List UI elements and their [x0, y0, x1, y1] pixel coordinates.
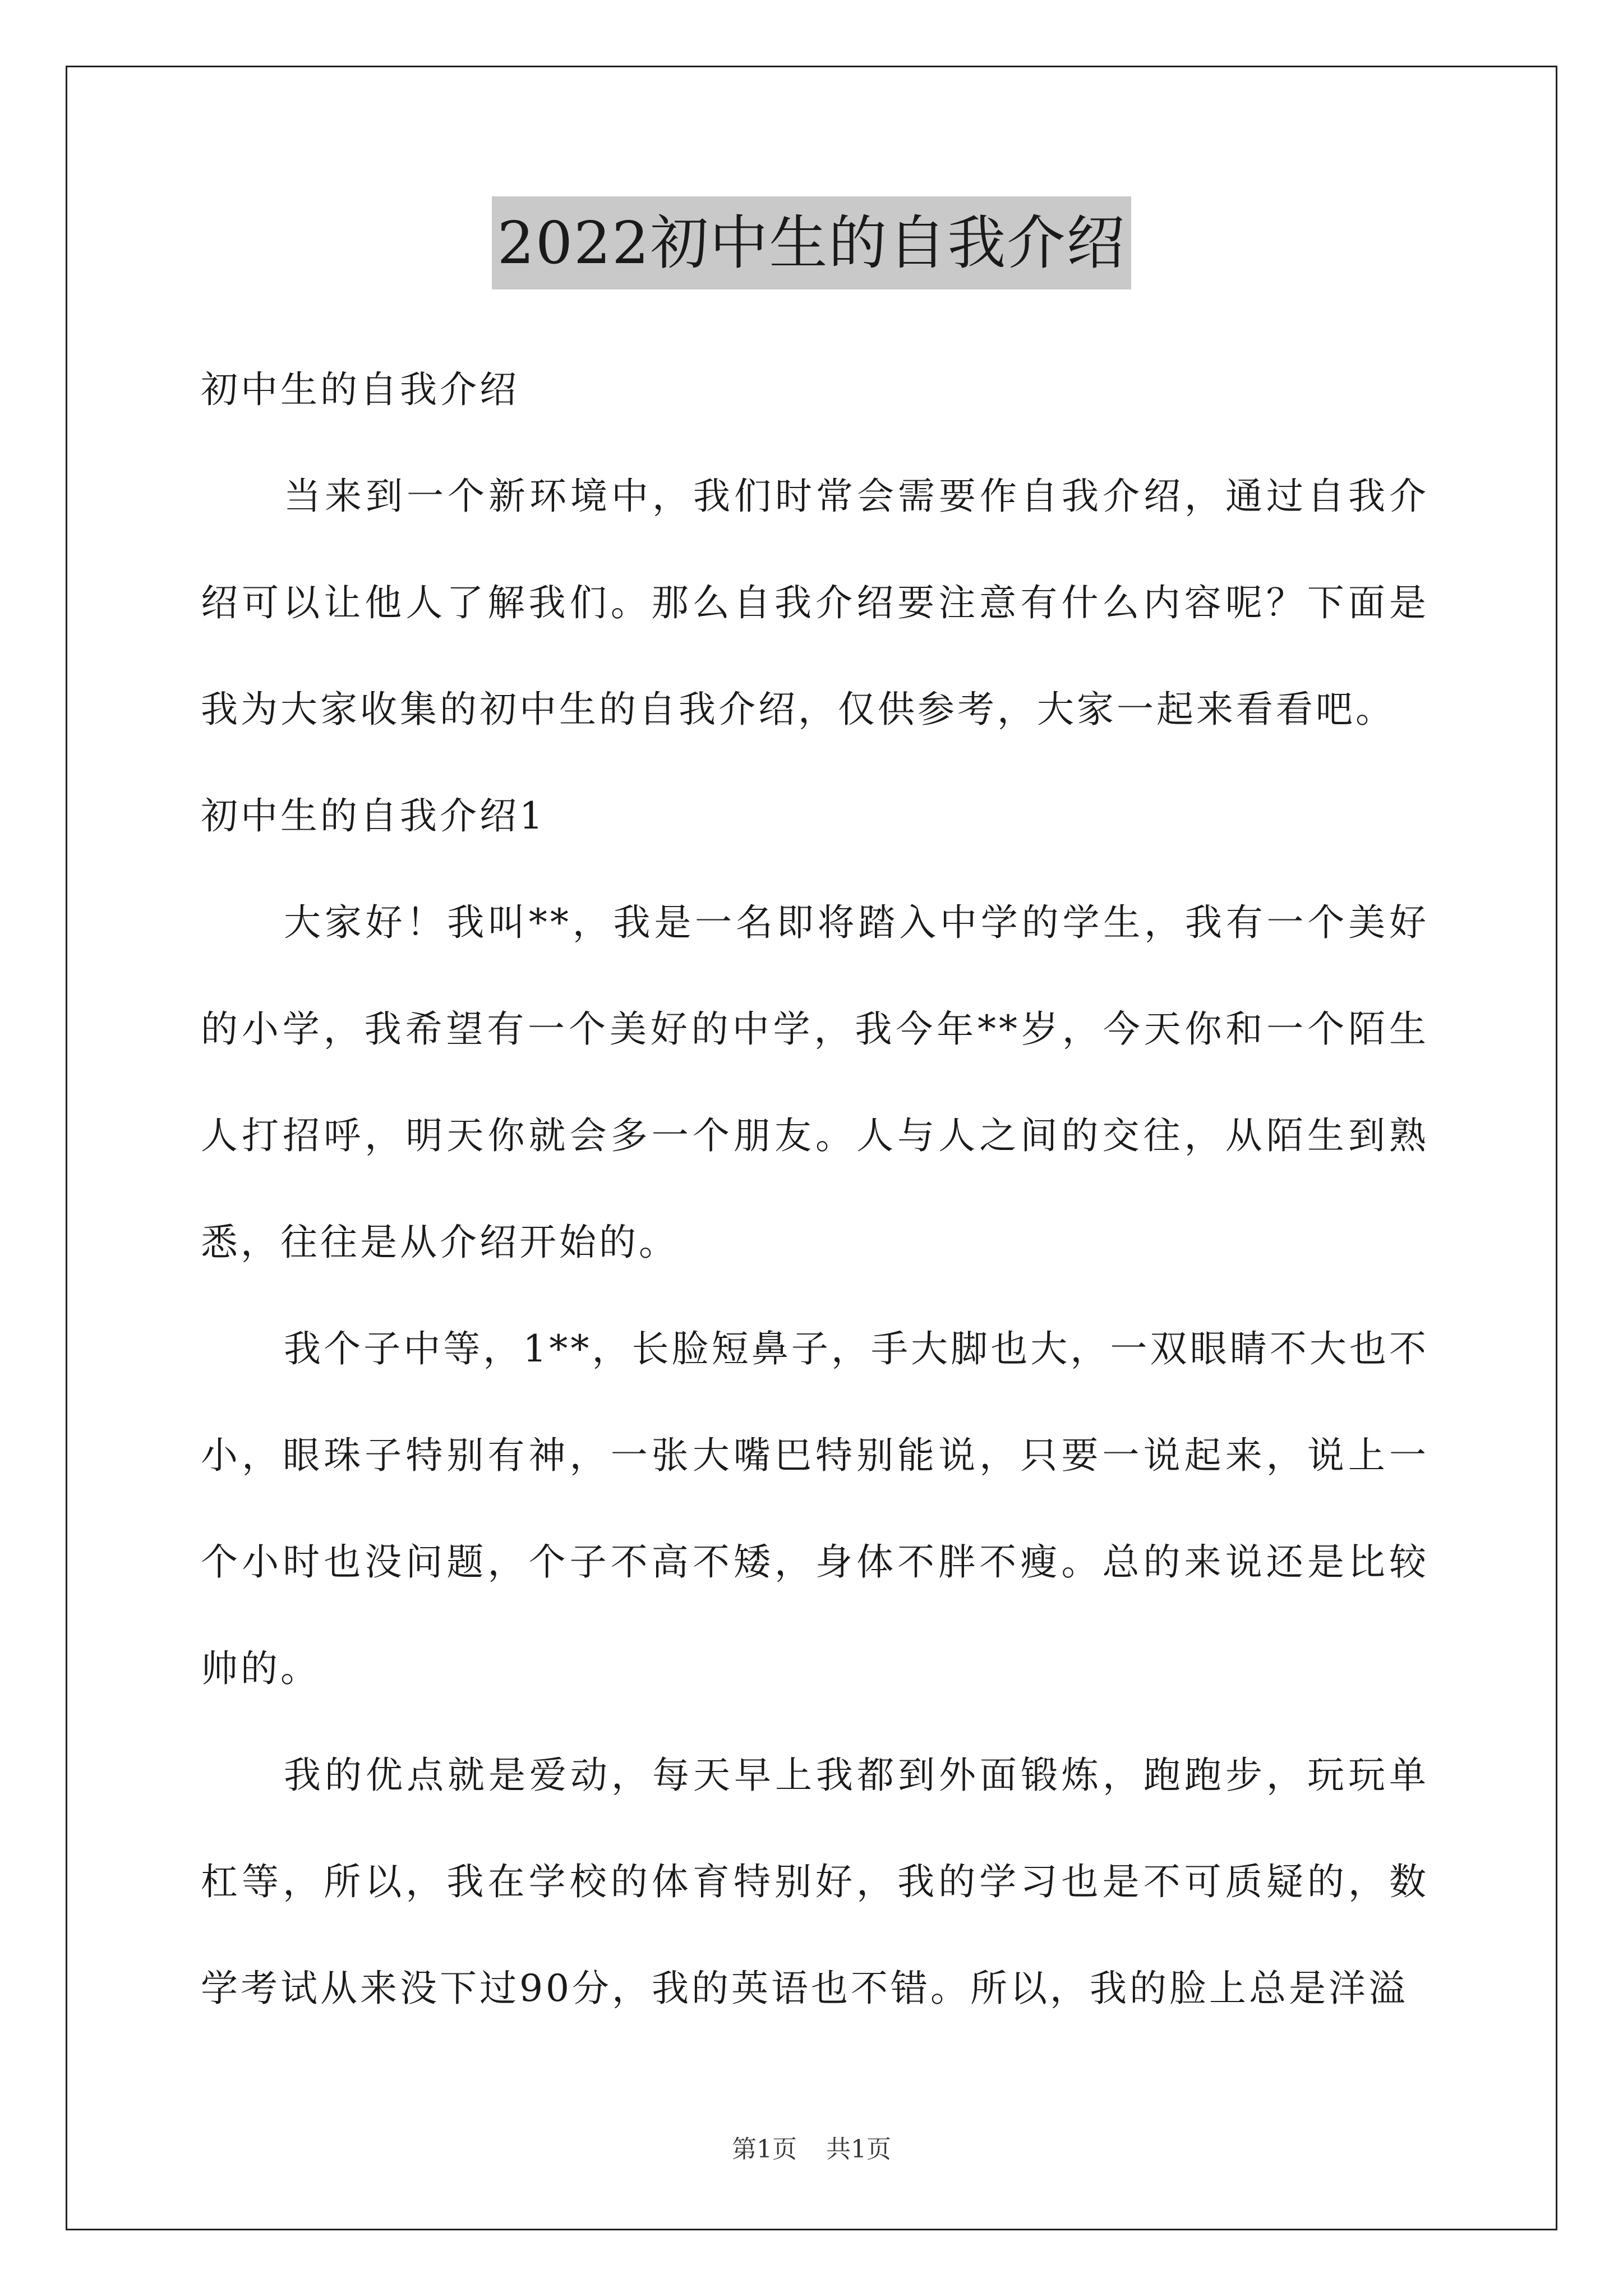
document-body	[201, 337, 1429, 2042]
paragraph: 初中生的自我介绍1	[201, 794, 546, 838]
page-number: 第1页	[732, 2135, 797, 2164]
paragraph: 我个子中等，1**，长脸短鼻子，手大脚也大，一双眼睛不大也不小，眼珠子特别有神，一张大嘴巴特别能说，只要一说起来，说上一个小时也没问题，个子不高不矮，身体不胖不瘦。总的来说还是比较帅的。	[201, 1327, 1429, 1690]
document-title: 2022初中生的自我介绍	[492, 196, 1132, 289]
title-area	[0, 196, 1623, 289]
paragraph: 初中生的自我介绍	[201, 368, 519, 411]
page-footer	[0, 2129, 1623, 2165]
paragraph: 大家好！我叫**，我是一名即将踏入中学的学生，我有一个美好的小学，我希望有一个美好的中学，我今年**岁，今天你和一个陌生人打招呼，明天你就会多一个朋友。人与人之间的交往，从陌生到熟悉，往往是从介绍开始的。	[201, 901, 1429, 1264]
paragraph: 我的优点就是爱动，每天早上我都到外面锻炼，跑跑步，玩玩单杠等，所以，我在学校的体育特别好，我的学习也是不可质疑的，数学考试从来没下过90分，我的英语也不错。所以，我的脸上总是洋溢	[201, 1754, 1429, 2010]
page-total: 共1页	[826, 2135, 891, 2164]
paragraph: 当来到一个新环境中，我们时常会需要作自我介绍，通过自我介绍可以让他人了解我们。那么自我介绍要注意有什么内容呢？下面是我为大家收集的初中生的自我介绍，仅供参考，大家一起来看看吧。	[201, 475, 1429, 731]
